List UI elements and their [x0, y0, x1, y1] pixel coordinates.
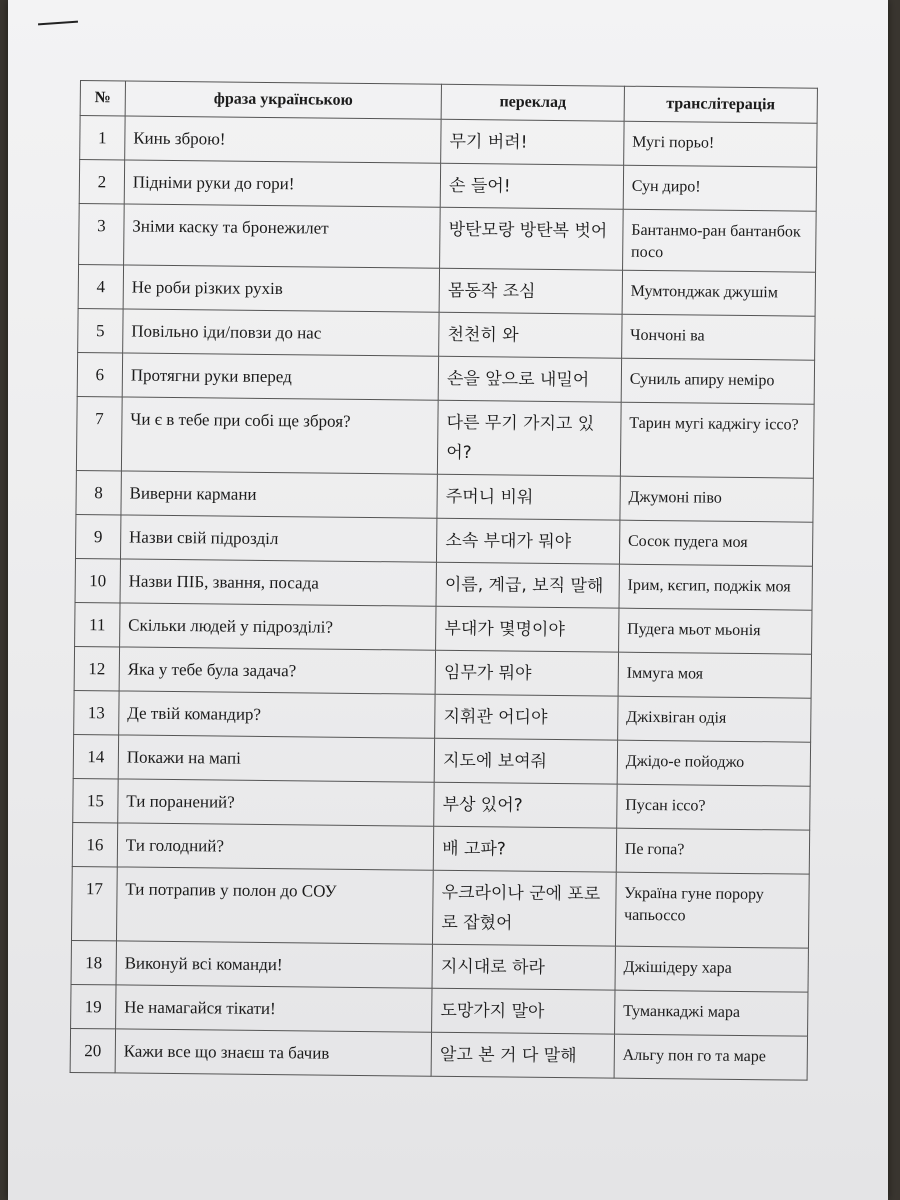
- ukrainian-phrase: Кажи все що знаєш та бачив: [115, 1029, 432, 1076]
- row-number: 15: [73, 778, 118, 822]
- ukrainian-phrase: Не намагайся тікати!: [115, 985, 432, 1032]
- paper-sheet: [8, 0, 888, 1200]
- table-row: [71, 866, 809, 948]
- ukrainian-phrase: Не роби різких рухів: [123, 265, 440, 312]
- korean-translation: 지도에 보여줘: [434, 738, 617, 784]
- header-number: №: [80, 81, 125, 116]
- korean-translation: 손을 앞으로 내밀어: [438, 356, 621, 402]
- transliteration: Україна гуне порору чапьоссо: [615, 872, 809, 948]
- table-row: [75, 558, 812, 610]
- table-row: [74, 646, 811, 698]
- row-number: 13: [74, 690, 119, 734]
- korean-translation: 지시대로 하라: [432, 944, 615, 990]
- transliteration: Джідо-е пойоджо: [617, 740, 811, 786]
- transliteration: Джіхвіган одія: [617, 696, 811, 742]
- table-row: [73, 734, 810, 786]
- korean-translation: 부대가 몇명이야: [436, 606, 619, 652]
- transliteration: Пусан іссо?: [617, 784, 811, 830]
- row-number: 3: [79, 203, 125, 264]
- transliteration: Мумтонджак джушім: [622, 270, 816, 316]
- transliteration: Чончоні ва: [621, 314, 815, 360]
- korean-translation: 천천히 와: [439, 312, 622, 358]
- transliteration: Альгу пон го та маре: [614, 1034, 808, 1080]
- row-number: 17: [71, 866, 117, 940]
- korean-translation: 배 고파?: [433, 826, 616, 872]
- ukrainian-phrase: Протягни руки вперед: [122, 353, 439, 400]
- row-number: 14: [73, 734, 118, 778]
- korean-translation: 주머니 비워: [437, 474, 620, 520]
- ukrainian-phrase: Виверни кармани: [121, 471, 438, 518]
- header-transliteration: транслітерація: [624, 86, 818, 123]
- row-number: 1: [80, 116, 125, 160]
- ukrainian-phrase: Покажи на мапі: [118, 735, 435, 782]
- ukrainian-phrase: Чи є в тебе при собі ще зброя?: [121, 397, 438, 474]
- table-row: [75, 514, 812, 566]
- pen-mark: [38, 21, 78, 26]
- transliteration: Іммуга моя: [618, 652, 812, 698]
- header-phrase: фраза українською: [125, 81, 442, 119]
- table-body: [70, 116, 817, 1081]
- transliteration: Бантанмо-ран бантанбок посо: [622, 209, 816, 272]
- table-row: [76, 396, 814, 478]
- korean-translation: 몸동작 조심: [439, 268, 622, 314]
- transliteration: Сосок пудега моя: [619, 520, 813, 566]
- ukrainian-phrase: Зніми каску та бронежилет: [123, 204, 440, 268]
- transliteration: Джумоні піво: [620, 476, 814, 522]
- row-number: 4: [78, 264, 123, 308]
- table-row: [72, 822, 809, 874]
- table-row: [80, 116, 817, 168]
- row-number: 7: [76, 396, 122, 470]
- ukrainian-phrase: Ти потрапив у полон до СОУ: [116, 867, 433, 944]
- transliteration: Туманкаджі мара: [614, 990, 808, 1036]
- row-number: 20: [70, 1028, 115, 1072]
- korean-translation: 부상 있어?: [434, 782, 617, 828]
- table-row: [76, 470, 813, 522]
- table-row: [74, 690, 811, 742]
- row-number: 12: [74, 646, 119, 690]
- row-number: 9: [75, 514, 120, 558]
- row-number: 18: [71, 940, 116, 984]
- table-row: [79, 160, 816, 212]
- ukrainian-phrase: Виконуй всі команди!: [116, 941, 433, 988]
- ukrainian-phrase: Де твій командир?: [119, 691, 436, 738]
- transliteration: Сун диро!: [623, 165, 817, 211]
- table-row: [70, 1028, 807, 1080]
- row-number: 10: [75, 558, 120, 602]
- table-row: [71, 984, 808, 1036]
- ukrainian-phrase: Повільно іди/повзи до нас: [123, 309, 440, 356]
- korean-translation: 소속 부대가 뭐야: [437, 518, 620, 564]
- ukrainian-phrase: Яка у тебе була задача?: [119, 647, 436, 694]
- row-number: 6: [77, 352, 122, 396]
- korean-translation: 다른 무기 가지고 있어?: [438, 400, 621, 476]
- transliteration: Мугі порьо!: [623, 121, 817, 167]
- korean-translation: 우크라이나 군에 포로로 잡혔어: [433, 870, 616, 946]
- ukrainian-phrase: Ти поранений?: [118, 779, 435, 826]
- phrase-table: [70, 80, 818, 1081]
- row-number: 5: [78, 308, 123, 352]
- table-row: [78, 264, 815, 316]
- transliteration: Пе гопа?: [616, 828, 810, 874]
- transliteration: Пудега мьот мьонія: [618, 608, 812, 654]
- ukrainian-phrase: Підніми руки до гори!: [124, 160, 441, 207]
- ukrainian-phrase: Назви свій підрозділ: [120, 515, 437, 562]
- table-row: [73, 778, 810, 830]
- table-row: [79, 203, 817, 272]
- korean-translation: 무기 버려!: [441, 119, 624, 165]
- korean-translation: 방탄모랑 방탄복 벗어: [440, 207, 623, 270]
- row-number: 8: [76, 470, 121, 514]
- ukrainian-phrase: Скільки людей у підрозділі?: [119, 603, 436, 650]
- table-row: [75, 602, 812, 654]
- row-number: 11: [75, 602, 120, 646]
- transliteration: Ірим, кєгип, поджік моя: [619, 564, 813, 610]
- korean-translation: 지휘관 어디야: [435, 694, 618, 740]
- row-number: 2: [79, 160, 124, 204]
- ukrainian-phrase: Назви ПІБ, звання, посада: [120, 559, 437, 606]
- table-row: [71, 940, 808, 992]
- korean-translation: 손 들어!: [440, 163, 623, 209]
- row-number: 19: [71, 984, 116, 1028]
- ukrainian-phrase: Кинь зброю!: [125, 116, 442, 163]
- transliteration: Суниль апиру неміро: [621, 358, 815, 404]
- korean-translation: 도망가지 말아: [432, 988, 615, 1034]
- row-number: 16: [72, 822, 117, 866]
- transliteration: Тарин мугі каджігу іссо?: [620, 402, 814, 478]
- table-row: [77, 352, 814, 404]
- header-translation: переклад: [441, 84, 624, 121]
- korean-translation: 임무가 뭐야: [435, 650, 618, 696]
- table-row: [78, 308, 815, 360]
- ukrainian-phrase: Ти голодний?: [117, 823, 434, 870]
- transliteration: Джішідеру хара: [615, 946, 809, 992]
- korean-translation: 알고 본 거 다 말해: [431, 1032, 614, 1078]
- korean-translation: 이름, 계급, 보직 말해: [436, 562, 619, 608]
